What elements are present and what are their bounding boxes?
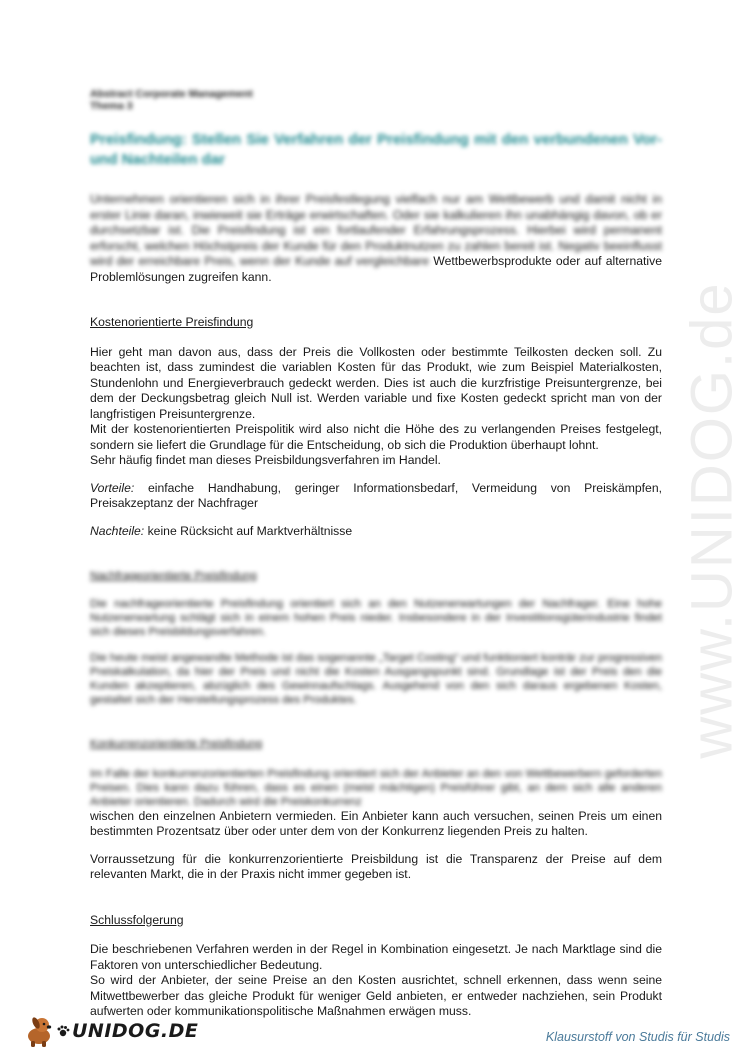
konkurrenz-paragraph-2: Vorraussetzung für die konkurrenzorientierte Preisbildung ist die Transparenz der Preise auf dem relevanten Markt, die in der Praxis nicht immer gegeben ist.	[90, 851, 662, 881]
document-content	[90, 88, 662, 1020]
section-nachfrage	[90, 569, 662, 707]
document-header	[90, 88, 662, 170]
header-course: Abstract Corporate Management	[90, 88, 253, 100]
page-title: Preisfindung: Stellen Sie Verfahren der Preisfindung mit den verbundenen Vor- und Nachteilen dar	[90, 131, 662, 168]
kosten-nachteile	[90, 524, 662, 540]
section-title-schluss: Schlussfolgerung	[90, 912, 184, 927]
kosten-vorteile	[90, 481, 662, 512]
watermark: www.UNIDOG.de	[679, 281, 745, 759]
intro-paragraph	[90, 192, 662, 285]
unidog-logo[interactable]	[22, 1014, 198, 1048]
konkurrenz-blurred-text: Im Falle der konkurrenzorientierten Preisfindung orientiert sich der Anbieter an den von Wettbewerbern geforderten Preisen. Dies kann dazu führen, dass es einen (meist mächtigen) Preisführer gibt, an dem sich alle anderen Anbieter orientieren. Dadurch wird die Preiskonkurrenz	[90, 767, 662, 808]
logo-text: UNIDOG.DE	[72, 1020, 199, 1042]
schluss-paragraph-2: So wird der Anbieter, der seine Preise an den Kosten ausrichtet, schnell erkennen, dass wenn seine Mitwettbewerber das gleiche Produkt für weniger Geld anbieten, er entweder nachziehen, sein Produkt aufwerten oder kommunikationspolitische Maßnahmen erwägen muss.	[90, 973, 662, 1018]
konkurrenz-paragraph-1: wischen den einzelnen Anbietern vermieden. Ein Anbieter kann auch versuchen, seinen Preis um einen bestimmten Prozentsatz über oder unter dem von der Konkurrenz liegenden Preis zu halten.	[90, 808, 662, 838]
nachteile-label: Nachteile:	[90, 523, 145, 538]
dog-logo-icon	[22, 1014, 56, 1048]
intro-visible-text: Wettbewerbsprodukte oder auf alternative Problemlösungen zugreifen kann.	[90, 254, 662, 284]
vorteile-text: einfache Handhabung, geringer Informationsbedarf, Vermeidung von Preiskämpfen, Preisakzeptanz der Nachfrager	[90, 480, 662, 510]
footer-slogan: Klausurstoff von Studis für Studis	[545, 1030, 730, 1044]
kosten-paragraph-3: Sehr häufig findet man dieses Preisbildungsverfahren im Handel.	[90, 453, 441, 467]
nachfrage-paragraph-2: Die heute meist angewandte Methode ist das sogenannte „Target Costing“ und funktioniert konträr zur progressiven Preiskalkulation, da hier der Preis und nicht die Kosten Ausgangspunkt sind. Grundlage ist der Preis den die Kunden akzeptieren, abzüglich des Gewinnaufschlags. Ausgehend von den sich daraus ergebenen Kosten, gestaltet sich der Herstellungsprozess des Produktes.	[90, 652, 662, 706]
nachteile-text: keine Rücksicht auf Marktverhältnisse	[144, 523, 353, 538]
paw-icon	[56, 1024, 70, 1038]
schluss-paragraph-1: Die beschriebenen Verfahren werden in der Regel in Kombination eingesetzt. Je nach Marktlage sind die Faktoren von unterschiedlicher Bedeutung.	[90, 942, 662, 972]
intro-blurred-text: Unternehmen orientieren sich in ihrer Preisfestlegung vielfach nur am Wettbewerb und damit nicht in erster Linie daran, inwieweit sie Erträge erwirtschaften. Oder sie kalkulieren ihn unabhängig davon, ob er durchsetzbar ist. Die Preisfindung ist ein fortlaufender Erfahrungsprozess. Hierbei wird permanent erforscht, welchen Höchstpreis der Kunde für den Produktnutzen zu zahlen bereit ist. Negativ beeinflusst wird der erreichbare Preis, wenn der Kunde auf vergleichbare	[90, 192, 662, 268]
header-topic: Thema 3	[90, 100, 133, 112]
kosten-paragraph-1: Hier geht man davon aus, dass der Preis die Vollkosten oder bestimmte Teilkosten decken soll. Zu beachten ist, dass zumindest die variablen Kosten für das Produkt, wie zum Beispiel Materialkosten, Stundenlohn und Energieverbrauch gedeckt werden. Dies ist auch die kurzfristige Preisuntergrenze, bei dem der Deckungsbetrag gleich Null ist. Werden variable und fixe Kosten gedeckt spricht man von der langfristigen Preisuntergrenze.	[90, 344, 662, 421]
section-title-nachfrage: Nachfrageorientierte Preisfindung	[90, 570, 257, 582]
nachfrage-paragraph-1: Die nachfrageorientierte Preisfindung orientiert sich an den Nutzenerwartungen der Nachfrager. Eine hohe Nutzenerwartung schlägt sich in einem hohen Preis nieder. Insbesondere in der Investitionsgüterindustrie findet sich dieses Preisbildungsverfahren.	[90, 598, 662, 638]
kosten-paragraph-2: Mit der kostenorientierten Preispolitik wird also nicht die Höhe des zu verlangenden Preises festgelegt, sondern sie liefert die Grundlage für die Entscheidung, ob sich die Produktion überhaupt lohnt.	[90, 422, 662, 452]
section-title-konkurrenz: Konkurrenzorientierte Preisfindung	[90, 738, 263, 750]
vorteile-label: Vorteile:	[90, 480, 135, 495]
section-title-kosten: Kostenorientierte Preisfindung	[90, 315, 254, 329]
